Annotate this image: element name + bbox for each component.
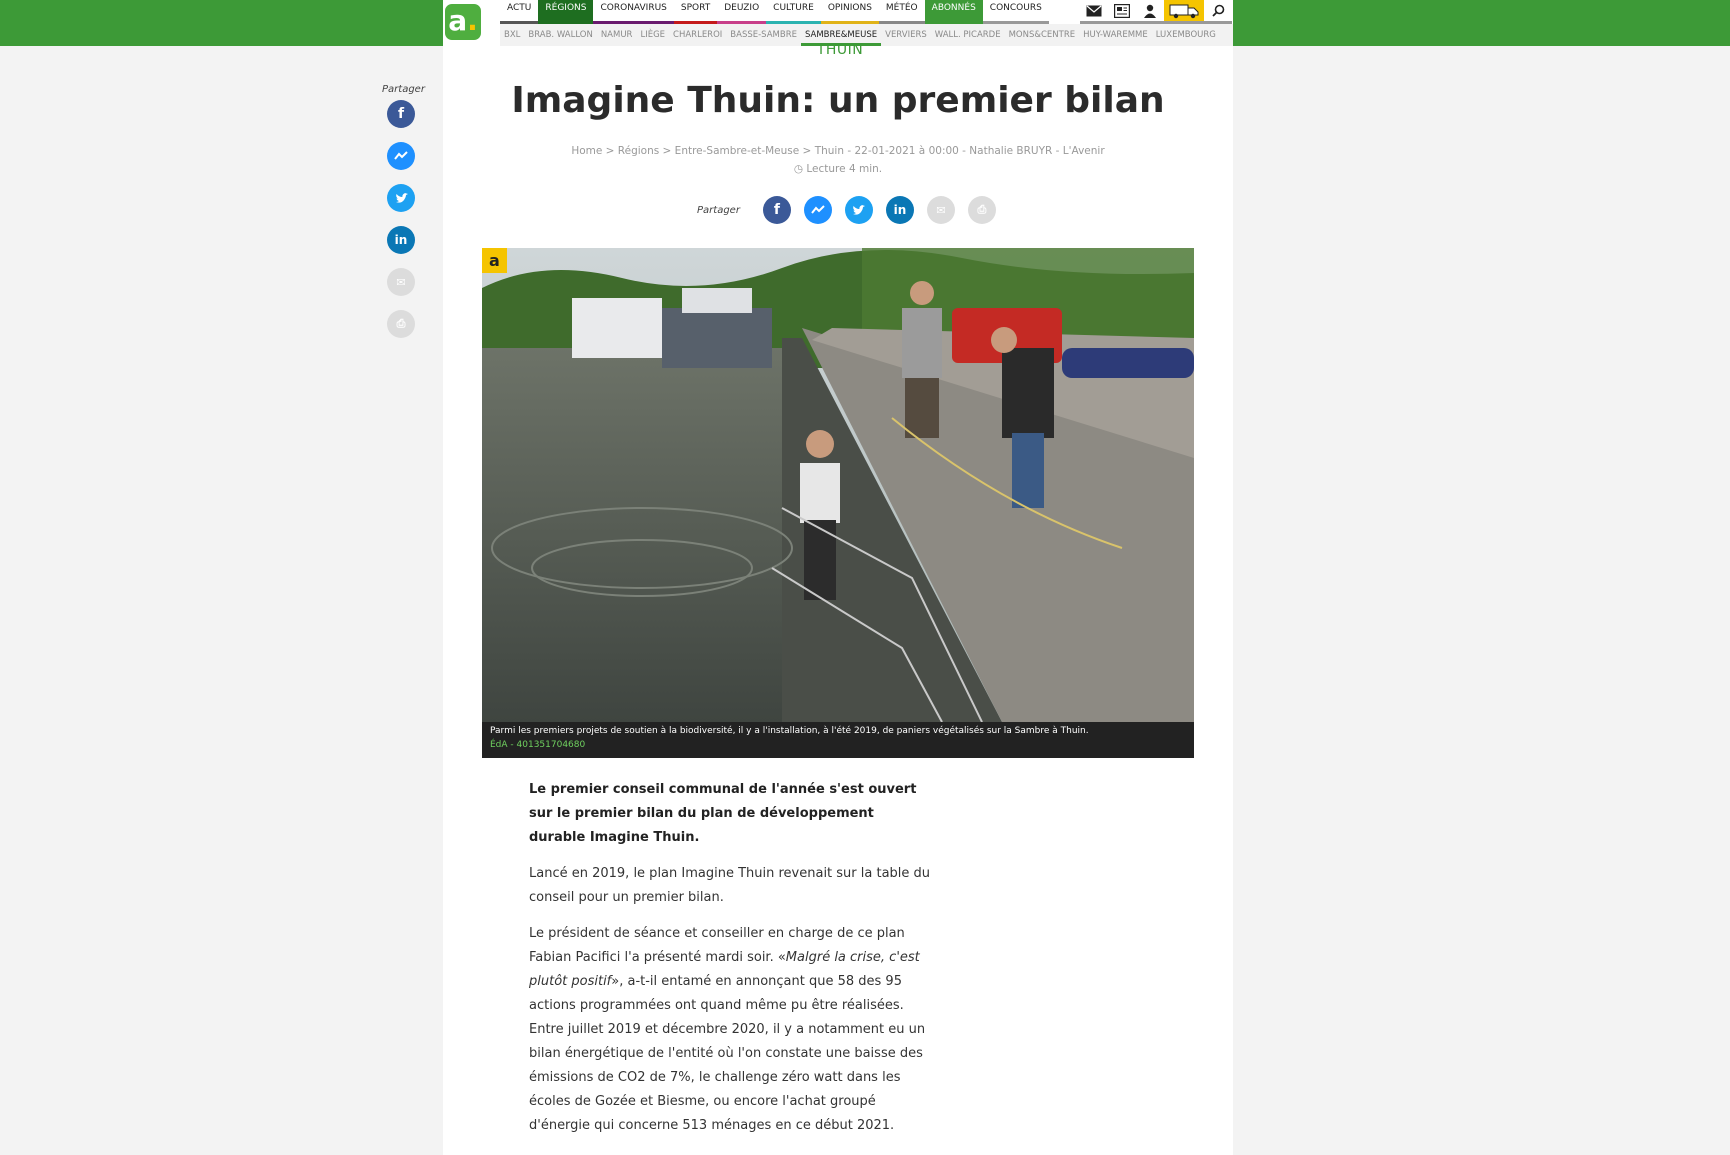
section-tag[interactable]: THUIN bbox=[816, 42, 864, 58]
newspaper-icon[interactable] bbox=[1108, 0, 1136, 24]
article-paragraph-2: Le président de séance et conseiller en charge de ce plan Fabian Pacifici l'a présenté mardi soir. «Malgré la crise, c'est plutôt positif», a-t-il entamé en annonçant que 58 des 95 actions programmées ont quand même pu être réalisées. Entre juillet 2019 et décembre 2020, il y a notamment eu un bilan énergétique de l'entité où l'on constate une baisse des émissions de CO2 de 7%, le challenge zéro watt dans les écoles de Gozée et Biesme, ou encore l'achat groupé d'énergie qui concerne 513 ménages en ce début 2021. bbox=[529, 926, 926, 1133]
left-linkedin-share-button[interactable] bbox=[387, 226, 415, 254]
nav-item-m-t-o[interactable]: MÉTÉO bbox=[879, 0, 925, 24]
left-share-bar bbox=[382, 84, 425, 352]
printer-icon: ⎙ bbox=[977, 203, 987, 216]
mail-icon[interactable] bbox=[1080, 0, 1108, 24]
share-row bbox=[697, 196, 996, 224]
twitter-icon bbox=[852, 205, 865, 216]
subnav-item-mons-centre[interactable]: MONS&CENTRE bbox=[1008, 30, 1076, 40]
subnav-item-sambre-meuse[interactable]: SAMBRE&MEUSE bbox=[801, 24, 881, 46]
subnav-item-basse-sambre[interactable]: BASSE-SAMBRE bbox=[730, 30, 797, 40]
search-icon[interactable] bbox=[1204, 0, 1232, 24]
twitter-icon bbox=[395, 193, 408, 204]
subnav-item-bxl[interactable]: BXL bbox=[504, 30, 521, 40]
email-share-button[interactable] bbox=[927, 196, 955, 224]
left-print-button[interactable] bbox=[387, 310, 415, 338]
nav-item-culture[interactable]: CULTURE bbox=[766, 0, 821, 24]
left-twitter-share-button[interactable] bbox=[387, 184, 415, 212]
nav-item-coronavirus[interactable]: CORONAVIRUS bbox=[593, 0, 673, 24]
article-body bbox=[529, 778, 931, 1150]
facebook-icon: f bbox=[773, 202, 780, 218]
share-label: Partager bbox=[697, 204, 740, 216]
article-figure bbox=[482, 248, 1194, 758]
nav-item-sport[interactable]: SPORT bbox=[674, 0, 717, 24]
nav-item-actu[interactable]: ACTU bbox=[500, 0, 538, 24]
messenger-icon bbox=[394, 151, 408, 161]
printer-icon: ⎙ bbox=[396, 317, 406, 330]
nav-item-concours[interactable]: CONCOURS bbox=[983, 0, 1049, 24]
delivery-truck-icon[interactable] bbox=[1164, 0, 1204, 24]
subnav-item-brab-wallon[interactable]: BRAB. WALLON bbox=[528, 30, 593, 40]
envelope-icon: ✉ bbox=[936, 203, 946, 217]
left-facebook-share-button[interactable] bbox=[387, 100, 415, 128]
messenger-share-button[interactable] bbox=[804, 196, 832, 224]
twitter-share-button[interactable] bbox=[845, 196, 873, 224]
main-navigation bbox=[500, 0, 1049, 24]
linkedin-icon: in bbox=[893, 203, 907, 217]
facebook-icon: f bbox=[397, 106, 405, 122]
left-share-label: Partager bbox=[382, 84, 425, 95]
read-time: ◷ Lecture 4 min. bbox=[793, 163, 883, 175]
subnav-item-charleroi[interactable]: CHARLEROI bbox=[673, 30, 723, 40]
article-paragraph-1: Lancé en 2019, le plan Imagine Thuin revenait sur la table du conseil pour un premier bilan. bbox=[529, 866, 931, 905]
subnav-item-luxembourg[interactable]: LUXEMBOURG bbox=[1155, 30, 1216, 40]
breadcrumb: Home > Régions > Entre-Sambre-et-Meuse > Thuin - 22-01-2021 à 00:00 - Nathalie BRUYR - L'Avenir bbox=[571, 145, 1105, 157]
nav-item-deuzio[interactable]: DEUZIO bbox=[717, 0, 766, 24]
svg-text:a: a bbox=[489, 251, 500, 270]
linkedin-icon: in bbox=[394, 233, 408, 247]
photo-credit: ÉdA - 401351704680 bbox=[490, 740, 586, 750]
photo-caption: Parmi les premiers projets de soutien à la biodiversité, il y a l'installation, à l'été 2019, de paniers végétalisés sur la Sambre à Thuin. bbox=[490, 726, 1089, 736]
linkedin-share-button[interactable] bbox=[886, 196, 914, 224]
subnav-item-verviers[interactable]: VERVIERS bbox=[885, 30, 927, 40]
facebook-share-button[interactable] bbox=[763, 196, 791, 224]
nav-item-opinions[interactable]: OPINIONS bbox=[821, 0, 879, 24]
messenger-icon bbox=[811, 205, 825, 215]
user-icon[interactable] bbox=[1136, 0, 1164, 24]
subnav-item-namur[interactable]: NAMUR bbox=[600, 30, 633, 40]
clock-icon: ◷ bbox=[793, 163, 804, 175]
header-tools bbox=[1080, 0, 1232, 24]
quote: Malgré la crise, c'est plutôt positif bbox=[529, 950, 920, 989]
left-email-share-button[interactable] bbox=[387, 268, 415, 296]
nav-item-r-gions[interactable]: RÉGIONS bbox=[538, 0, 593, 24]
envelope-icon: ✉ bbox=[396, 275, 406, 289]
site-logo[interactable]: a. bbox=[443, 2, 483, 42]
left-messenger-share-button[interactable] bbox=[387, 142, 415, 170]
nav-item-abonn-s[interactable]: ABONNÉS bbox=[925, 0, 983, 24]
print-button[interactable] bbox=[968, 196, 996, 224]
article-title: Imagine Thuin: un premier bilan bbox=[511, 80, 1165, 121]
article-lead: Le premier conseil communal de l'année s'est ouvert sur le premier bilan du plan de développement durable Imagine Thuin. bbox=[529, 782, 917, 845]
subnav-item-wall-picarde[interactable]: WALL. PICARDE bbox=[934, 30, 1001, 40]
subnav-item-huy-waremme[interactable]: HUY-WAREMME bbox=[1083, 30, 1148, 40]
article-photo[interactable] bbox=[482, 248, 1194, 722]
subnav-item-li-ge[interactable]: LIÈGE bbox=[640, 30, 666, 40]
